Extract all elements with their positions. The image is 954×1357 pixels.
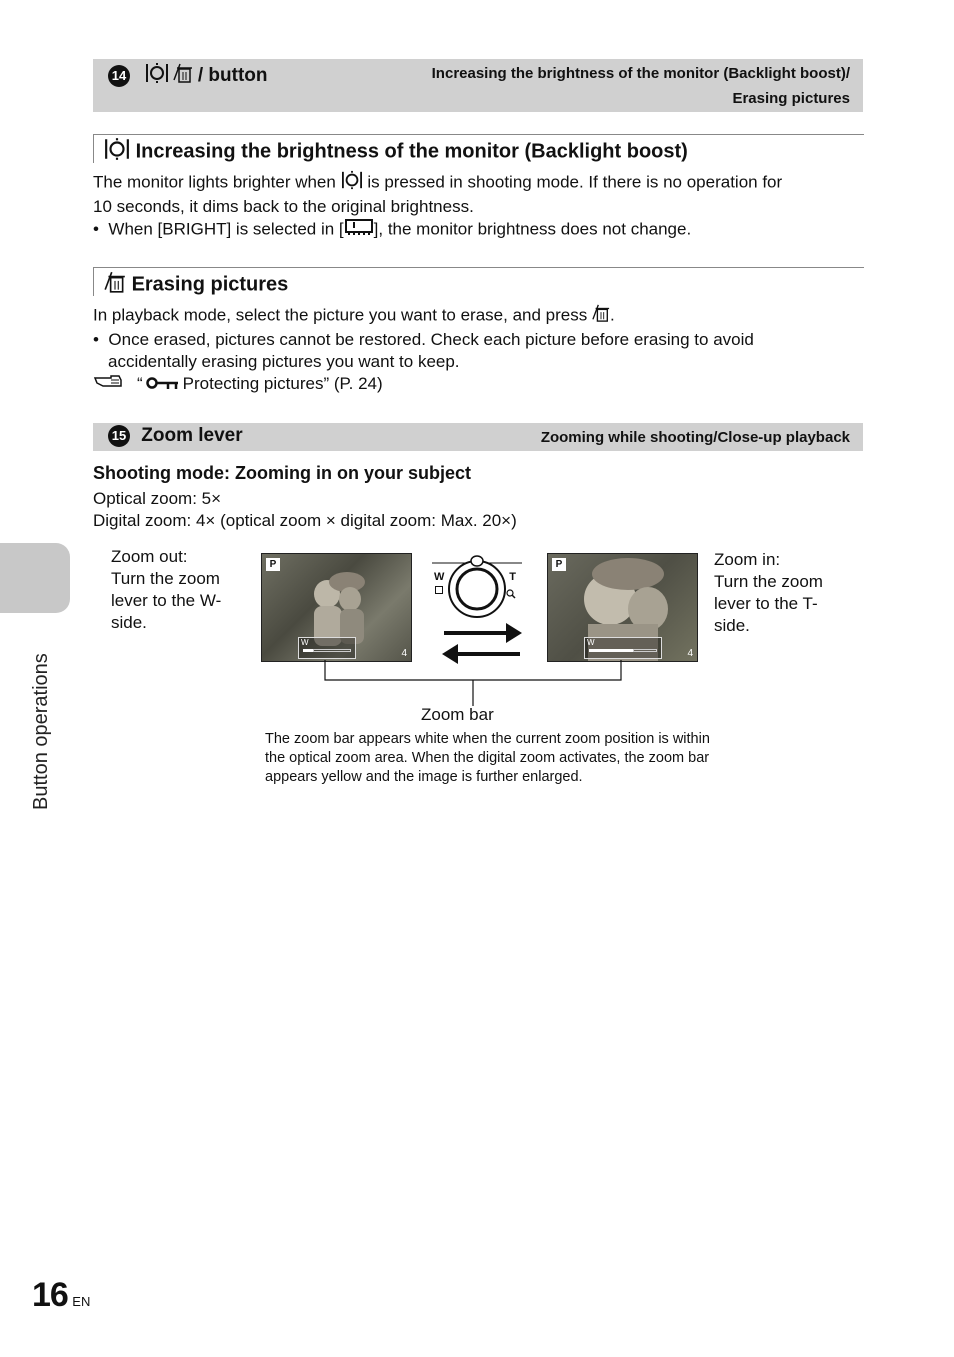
zoom-bar-track bbox=[633, 649, 657, 652]
zoom-in-line: Turn the zoom bbox=[714, 572, 823, 591]
erasing-heading-text: Erasing pictures bbox=[131, 273, 289, 296]
backlight-bullet-a: When [BRIGHT] is selected in [ bbox=[108, 219, 344, 239]
bullet-dot: • bbox=[93, 330, 109, 349]
trash-icon bbox=[104, 270, 126, 300]
mode-badge: P bbox=[266, 558, 280, 571]
magnify-icon bbox=[506, 586, 516, 604]
section15-right-title: Zooming while shooting/Close-up playback bbox=[540, 429, 850, 446]
zoom-subheading: Shooting mode: Zooming in on your subject bbox=[93, 463, 471, 483]
zoom-out-line: lever to the W- bbox=[111, 591, 222, 610]
digital-zoom: Digital zoom: 4× (optical zoom × digital zoom: Max. 20×) bbox=[93, 511, 517, 530]
backlight-heading bbox=[104, 137, 688, 167]
zoomed-out-screen bbox=[261, 553, 412, 662]
zoom-in-line: side. bbox=[714, 616, 750, 635]
zoom-out-caption bbox=[111, 546, 221, 634]
optical-zoom: Optical zoom: 5× bbox=[93, 489, 222, 508]
page-number bbox=[32, 1276, 90, 1315]
section15-title bbox=[108, 425, 243, 447]
lever-t-label: T bbox=[509, 571, 516, 583]
backlight-p1c: 10 seconds, it dims back to the original brightness. bbox=[93, 197, 474, 216]
backlight-icon bbox=[145, 62, 169, 90]
trash-icon bbox=[173, 62, 193, 90]
erasing-paragraph: In playback mode, select the picture you want to erase, and press . • Once erased, pictures cannot be restored. Check each picture before erasing to avoid accidentally erasing pictures you want to keep. “ Protecting pictures” (P. 24) bbox=[93, 303, 873, 396]
zoom-out-line: Zoom out: bbox=[111, 547, 188, 566]
erasing-ref-a: “ bbox=[137, 374, 143, 393]
zoom-bar bbox=[298, 637, 356, 659]
zoom-lever bbox=[432, 553, 522, 623]
section14-title bbox=[108, 62, 267, 90]
reference-hand-icon bbox=[93, 374, 123, 396]
zoom-note-line: appears yellow and the image is further enlarged. bbox=[265, 769, 583, 785]
erasing-p1: In playback mode, select the picture you want to erase, and press bbox=[93, 305, 588, 325]
protect-key-icon bbox=[146, 374, 180, 396]
section15-title-text: Zoom lever bbox=[141, 425, 243, 446]
section14-right-title-1: Increasing the brightness of the monitor (Backlight boost)/ bbox=[431, 65, 850, 82]
section15-number: 15 bbox=[108, 425, 130, 447]
backlight-p1b: is pressed in shooting mode. If there is no operation for bbox=[367, 172, 783, 192]
zoom-bar bbox=[584, 637, 662, 659]
erasing-ref-b: Protecting pictures” (P. 24) bbox=[182, 374, 383, 393]
erasing-bullet2: accidentally erasing pictures you want to keep. bbox=[108, 352, 460, 371]
backlight-bullet-b: ], the monitor brightness does not change. bbox=[373, 219, 692, 239]
page-number-value: 16 bbox=[32, 1276, 68, 1314]
zoom-note-line: The zoom bar appears white when the current zoom position is within bbox=[265, 731, 710, 747]
zoom-note bbox=[265, 730, 710, 787]
mode-badge: P bbox=[552, 558, 566, 571]
zoom-bar-bracket bbox=[324, 660, 622, 706]
erasing-heading bbox=[104, 270, 288, 300]
zoom-specs bbox=[93, 488, 517, 532]
zoom-bar-label: Zoom bar bbox=[421, 705, 494, 724]
zoom-in-line: lever to the T- bbox=[714, 594, 818, 613]
zoomed-in-screen bbox=[547, 553, 698, 662]
backlight-icon bbox=[104, 137, 130, 167]
zoom-in-caption bbox=[714, 549, 823, 637]
section14-number: 14 bbox=[108, 65, 130, 87]
side-tab bbox=[0, 543, 70, 613]
bullet-dot: • bbox=[93, 219, 109, 239]
zoom-note-line: the optical zoom area. When the digital zoom activates, the zoom bar bbox=[265, 750, 710, 766]
side-tab-label: Button operations bbox=[30, 653, 52, 810]
zoom-out-line: Turn the zoom bbox=[111, 569, 220, 588]
trash-icon bbox=[592, 303, 610, 329]
lever-w-label: W bbox=[434, 571, 445, 583]
page-language: EN bbox=[72, 1294, 91, 1309]
section14-right-title-2: Erasing pictures bbox=[732, 90, 850, 107]
wide-index-icon bbox=[435, 586, 443, 594]
zoom-out-line: side. bbox=[111, 613, 147, 632]
backlight-icon bbox=[341, 170, 363, 196]
image-count: 4 bbox=[401, 648, 407, 659]
erasing-bullet1: Once erased, pictures cannot be restored. Check each picture before erasing to avoid bbox=[108, 330, 754, 349]
backlight-paragraph bbox=[93, 170, 873, 242]
backlight-heading-text: Increasing the brightness of the monitor (Backlight boost) bbox=[135, 140, 688, 163]
image-count: 4 bbox=[687, 648, 693, 659]
zoom-bar-fill bbox=[589, 649, 633, 652]
zoom-in-line: Zoom in: bbox=[714, 550, 781, 569]
backlight-p1a: The monitor lights brighter when bbox=[93, 172, 336, 192]
zoom-bar-w-label: W bbox=[301, 638, 309, 647]
zoom-bar-w-label: W bbox=[587, 638, 595, 647]
zoom-bar-track bbox=[313, 649, 351, 652]
zoom-bar-fill bbox=[303, 649, 313, 652]
section14-button-label: / button bbox=[197, 65, 268, 86]
monitor-brightness-icon bbox=[344, 218, 374, 242]
